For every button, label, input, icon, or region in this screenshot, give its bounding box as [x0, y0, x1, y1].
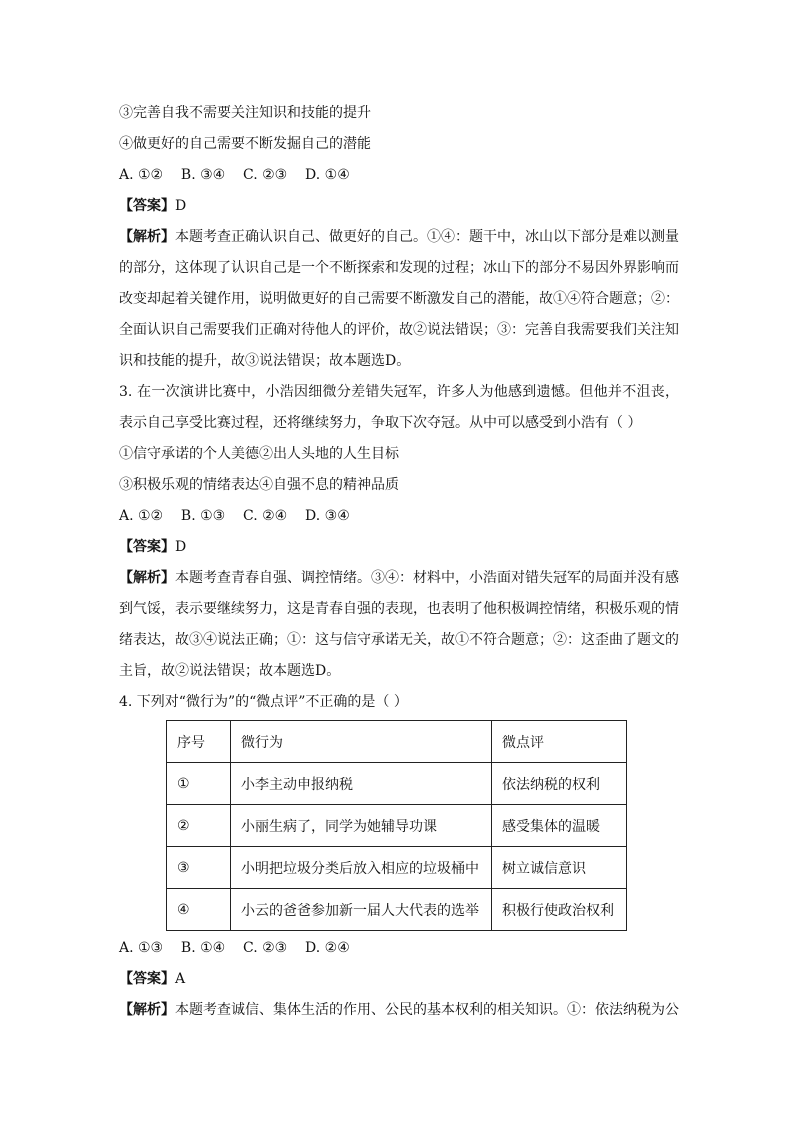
q2-option-3: ③完善自我不需要关注知识和技能的提升 [119, 105, 371, 121]
answer-tag: 【答案】 [119, 539, 175, 555]
answer-tag: 【答案】 [119, 971, 175, 987]
table-cell: 感受集体的温暖 [492, 805, 627, 847]
document-page [119, 98, 679, 1026]
answer-value: D [175, 198, 187, 214]
table-header-cell: 序号 [167, 721, 231, 763]
analysis-tag: 【解析】 [119, 229, 175, 245]
answer-value: D [175, 539, 187, 555]
answer-tag: 【答案】 [119, 198, 175, 214]
table-header-row [167, 721, 627, 763]
q2-answer [119, 191, 679, 222]
table-row [167, 847, 627, 889]
q4-stem: 4. 下列对“微行为”的“微点评”不正确的是（ ） [119, 694, 408, 710]
q3-answer [119, 532, 679, 563]
analysis-tag: 【解析】 [119, 570, 175, 586]
q4-table [166, 720, 627, 931]
q3-choices: A. ①② B. ①③ C. ②④ D. ③④ [119, 508, 350, 524]
q2-choices: A. ①② B. ③④ C. ②③ D. ①④ [119, 167, 350, 183]
table-cell: 依法纳税的权利 [492, 763, 627, 805]
q4-analysis [119, 995, 679, 1026]
analysis-text: 本题考查正确认识自己、做更好的自己。①④：题干中，冰山以下部分是难以测量的部分，这体现了认识自己是一个不断探索和发现的过程；冰山下的部分不易因外界影响而改变却起着关键作用，说明做更好的自己需要不断激发自己的潜能，故①④符合题意；②：全面认识自己需要我们正确对待他人的评价，故②说法错误；③：完善自我需要我们关注知识和技能的提升，故③说法错误；故本题选D。 [119, 229, 679, 369]
table-cell: ② [167, 805, 231, 847]
answer-value: A [175, 971, 186, 987]
table-row [167, 805, 627, 847]
table-row [167, 763, 627, 805]
table-header-cell: 微点评 [492, 721, 627, 763]
analysis-tag: 【解析】 [119, 1002, 175, 1018]
table-cell: 树立诚信意识 [492, 847, 627, 889]
table-cell: 小李主动申报纳税 [231, 763, 492, 805]
table-cell: 小明把垃圾分类后放入相应的垃圾桶中 [231, 847, 492, 889]
q3-options-34: ③积极乐观的情绪表达④自强不息的精神品质 [119, 477, 399, 493]
analysis-text: 本题考查青春自强、调控情绪。③④：材料中，小浩面对错失冠军的局面并没有感到气馁，表示要继续努力，这是青春自强的表现，也表明了他积极调控情绪，积极乐观的情绪表达，故③④说法正确；①：这与信守承诺无关，故①不符合题意；②：这歪曲了题文的主旨，故②说法错误；故本题选D。 [119, 570, 679, 679]
q3-analysis [119, 563, 679, 687]
q4-answer [119, 964, 679, 995]
table-cell: 小云的爸爸参加新一届人大代表的选举 [231, 889, 492, 931]
q3-options-12: ①信守承诺的个人美德②出人头地的人生目标 [119, 446, 399, 462]
table-cell: ④ [167, 889, 231, 931]
q2-analysis [119, 222, 679, 377]
table-row [167, 889, 627, 931]
q2-option-4: ④做更好的自己需要不断发掘自己的潜能 [119, 136, 371, 152]
table-cell: 积极行使政治权利 [492, 889, 627, 931]
q3-stem: 3. 在一次演讲比赛中，小浩因细微分差错失冠军，许多人为他感到遗憾。但他并不沮丧，表示自己享受比赛过程，还将继续努力，争取下次夺冠。从中可以感受到小浩有（ ） [119, 384, 679, 431]
table-header-cell: 微行为 [231, 721, 492, 763]
table-cell: ③ [167, 847, 231, 889]
table-cell: 小丽生病了，同学为她辅导功课 [231, 805, 492, 847]
q4-choices: A. ①③ B. ①④ C. ②③ D. ②④ [119, 940, 350, 956]
table-cell: ① [167, 763, 231, 805]
analysis-text: 本题考查诚信、集体生活的作用、公民的基本权利的相关知识。①：依法纳税为公 [175, 1002, 679, 1018]
